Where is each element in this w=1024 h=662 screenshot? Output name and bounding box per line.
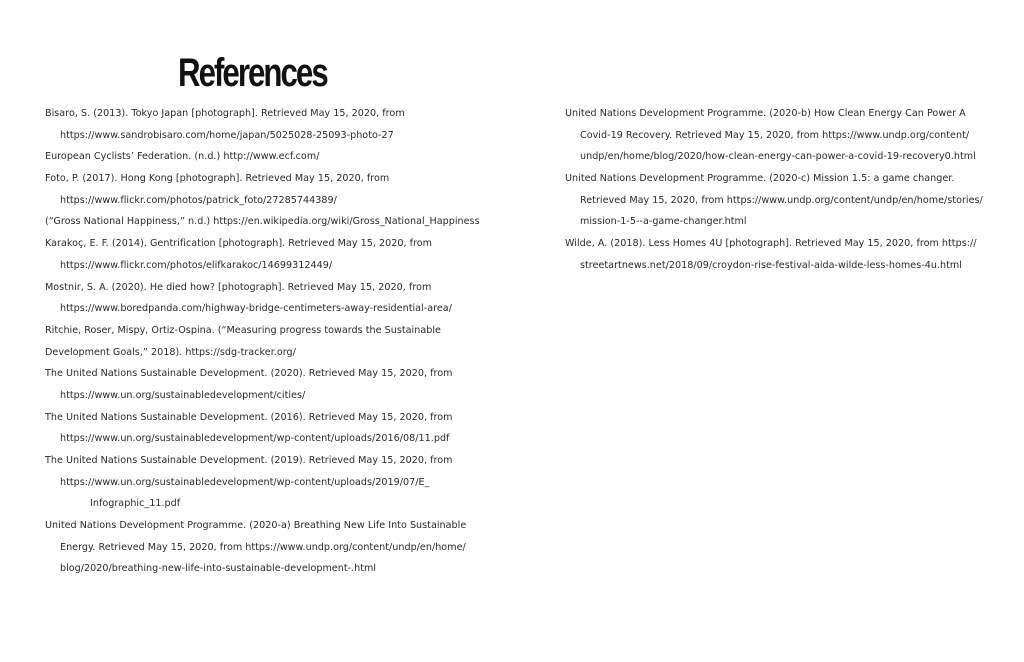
reference-line: United Nations Development Programme. (2020-a) Breathing New Life Into Sustainable <box>45 520 467 532</box>
reference-line: European Cyclists’ Federation. (n.d.) http://www.ecf.com/ <box>45 151 320 163</box>
reference-line: Wilde, A. (2018). Less Homes 4U [photograph]. Retrieved May 15, 2020, from https:// <box>565 238 977 250</box>
reference-line: Retrieved May 15, 2020, from https://www.undp.org/content/undp/en/home/stories/ <box>580 194 983 206</box>
reference-line: Mostnir, S. A. (2020). He died how? [photograph]. Retrieved May 15, 2020, from <box>45 281 432 293</box>
reference-line: United Nations Development Programme. (2020-c) Mission 1.5: a game changer. <box>565 173 955 185</box>
reference-line: https://www.sandrobisaro.com/home/japan/5025028-25093-photo-27 <box>60 129 394 141</box>
reference-line: https://www.flickr.com/photos/patrick_foto/27285744389/ <box>60 194 337 206</box>
reference-line: United Nations Development Programme. (2020-b) How Clean Energy Can Power A <box>565 108 966 119</box>
reference-line: Bisaro, S. (2013). Tokyo Japan [photograph]. Retrieved May 15, 2020, from <box>45 108 405 119</box>
reference-line: Karakoç, E. F. (2014). Gentrification [photograph]. Retrieved May 15, 2020, from <box>45 238 433 250</box>
reference-line: Energy. Retrieved May 15, 2020, from https://www.undp.org/content/undp/en/home/ <box>60 541 466 553</box>
reference-line: Development Goals,” 2018). https://sdg-tracker.org/ <box>45 346 296 358</box>
references-right-column <box>565 103 1005 277</box>
reference-line: blog/2020/breathing-new-life-into-sustainable-development-.html <box>60 563 377 575</box>
reference-line: streetartnews.net/2018/09/croydon-rise-festival-aida-wilde-less-homes-4u.html <box>580 259 962 271</box>
reference-line: Infographic_11.pdf <box>90 498 181 510</box>
reference-line: https://www.boredpanda.com/highway-bridge-centimeters-away-residential-area/ <box>60 303 452 315</box>
reference-line: Foto, P. (2017). Hong Kong [photograph]. Retrieved May 15, 2020, from <box>45 173 390 185</box>
reference-line: The United Nations Sustainable Development. (2020). Retrieved May 15, 2020, from <box>45 368 453 380</box>
reference-line: mission-1-5--a-game-changer.html <box>580 216 747 228</box>
reference-line: https://www.un.org/sustainabledevelopment/cities/ <box>60 389 306 401</box>
reference-line: undp/en/home/blog/2020/how-clean-energy-can-power-a-covid-19-recovery0.html <box>580 151 976 163</box>
reference-line: The United Nations Sustainable Development. (2019). Retrieved May 15, 2020, from <box>45 455 453 466</box>
reference-line: The United Nations Sustainable Development. (2016). Retrieved May 15, 2020, from <box>45 411 453 423</box>
reference-line: (“Gross National Happiness,” n.d.) https://en.wikipedia.org/wiki/Gross_National_Happiness <box>45 216 480 228</box>
reference-line: https://www.flickr.com/photos/elifkarakoc/14699312449/ <box>60 259 333 271</box>
references-left-column <box>45 103 515 580</box>
reference-line: Covid-19 Recovery. Retrieved May 15, 2020, from https://www.undp.org/content/ <box>580 129 970 141</box>
page-title: References <box>178 51 327 95</box>
reference-line: https://www.un.org/sustainabledevelopment/wp-content/uploads/2016/08/11.pdf <box>60 433 450 445</box>
reference-line: https://www.un.org/sustainabledevelopment/wp-content/uploads/2019/07/E_ <box>60 476 430 488</box>
reference-line: Ritchie, Roser, Mispy, Ortiz-Ospina. (“Measuring progress towards the Sustainable <box>45 324 441 336</box>
